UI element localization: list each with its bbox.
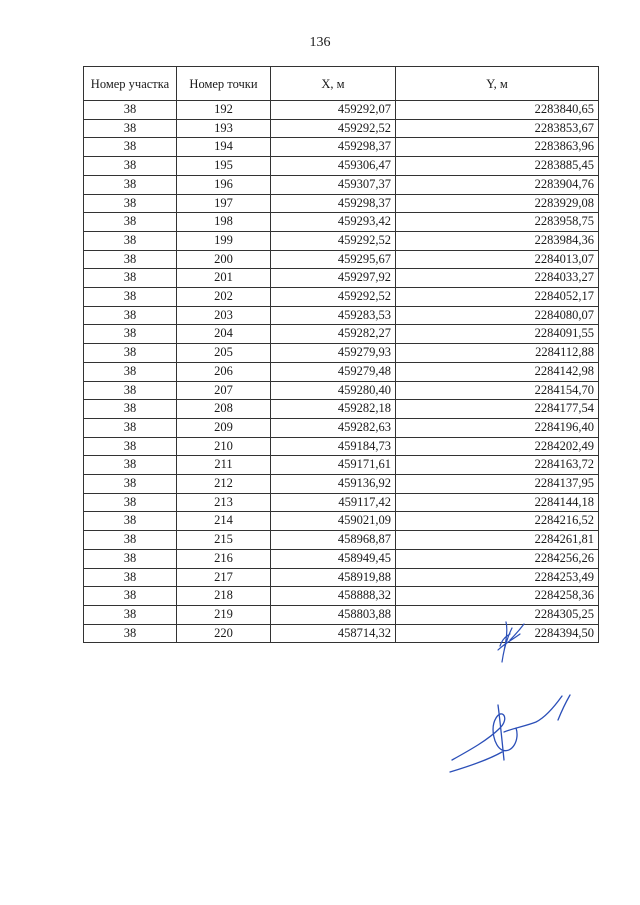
cell-y-coordinate: 2283929,08 <box>396 194 599 213</box>
cell-point-number: 217 <box>177 568 271 587</box>
cell-y-coordinate: 2284216,52 <box>396 512 599 531</box>
cell-point-number: 214 <box>177 512 271 531</box>
table-row <box>84 456 599 475</box>
cell-point-number: 219 <box>177 605 271 624</box>
table-row <box>84 175 599 194</box>
cell-point-number: 206 <box>177 362 271 381</box>
cell-y-coordinate: 2283904,76 <box>396 175 599 194</box>
cell-x-coordinate: 458803,88 <box>271 605 396 624</box>
cell-x-coordinate: 458968,87 <box>271 531 396 550</box>
cell-point-number: 199 <box>177 231 271 250</box>
cell-x-coordinate: 458919,88 <box>271 568 396 587</box>
cell-y-coordinate: 2284261,81 <box>396 531 599 550</box>
cell-x-coordinate: 459295,67 <box>271 250 396 269</box>
cell-plot-number: 38 <box>84 512 177 531</box>
signatures <box>440 600 580 780</box>
cell-y-coordinate: 2284196,40 <box>396 418 599 437</box>
cell-point-number: 216 <box>177 549 271 568</box>
cell-plot-number: 38 <box>84 194 177 213</box>
cell-x-coordinate: 459298,37 <box>271 194 396 213</box>
cell-x-coordinate: 459136,92 <box>271 475 396 494</box>
cell-x-coordinate: 459021,09 <box>271 512 396 531</box>
cell-plot-number: 38 <box>84 605 177 624</box>
cell-x-coordinate: 459117,42 <box>271 493 396 512</box>
cell-point-number: 205 <box>177 344 271 363</box>
cell-plot-number: 38 <box>84 101 177 120</box>
cell-point-number: 218 <box>177 587 271 606</box>
table-row <box>84 568 599 587</box>
cell-x-coordinate: 459283,53 <box>271 306 396 325</box>
cell-x-coordinate: 459292,52 <box>271 288 396 307</box>
cell-point-number: 194 <box>177 138 271 157</box>
cell-point-number: 209 <box>177 418 271 437</box>
cell-y-coordinate: 2284394,50 <box>396 624 599 643</box>
cell-x-coordinate: 459279,48 <box>271 362 396 381</box>
signature-mark-upper <box>498 622 524 662</box>
cell-point-number: 213 <box>177 493 271 512</box>
cell-x-coordinate: 459282,63 <box>271 418 396 437</box>
table-row <box>84 119 599 138</box>
cell-y-coordinate: 2284202,49 <box>396 437 599 456</box>
cell-point-number: 198 <box>177 213 271 232</box>
cell-plot-number: 38 <box>84 437 177 456</box>
cell-plot-number: 38 <box>84 418 177 437</box>
table-row <box>84 344 599 363</box>
cell-point-number: 211 <box>177 456 271 475</box>
coordinates-table <box>83 66 599 643</box>
cell-plot-number: 38 <box>84 269 177 288</box>
cell-point-number: 202 <box>177 288 271 307</box>
cell-y-coordinate: 2284142,98 <box>396 362 599 381</box>
table-row <box>84 512 599 531</box>
cell-y-coordinate: 2284163,72 <box>396 456 599 475</box>
signature-mark-lower <box>450 695 570 772</box>
table-row <box>84 437 599 456</box>
header-plot-number: Номер участка <box>84 67 177 101</box>
cell-x-coordinate: 458888,32 <box>271 587 396 606</box>
cell-plot-number: 38 <box>84 213 177 232</box>
cell-y-coordinate: 2284137,95 <box>396 475 599 494</box>
cell-y-coordinate: 2284112,88 <box>396 344 599 363</box>
cell-x-coordinate: 459297,92 <box>271 269 396 288</box>
table-row <box>84 549 599 568</box>
cell-y-coordinate: 2284258,36 <box>396 587 599 606</box>
cell-plot-number: 38 <box>84 400 177 419</box>
cell-point-number: 215 <box>177 531 271 550</box>
table-row <box>84 250 599 269</box>
cell-plot-number: 38 <box>84 493 177 512</box>
table-row <box>84 381 599 400</box>
cell-y-coordinate: 2284305,25 <box>396 605 599 624</box>
header-y-coordinate: Y, м <box>396 67 599 101</box>
header-point-number: Номер точки <box>177 67 271 101</box>
cell-plot-number: 38 <box>84 381 177 400</box>
cell-x-coordinate: 459292,52 <box>271 231 396 250</box>
table-header-row <box>84 67 599 101</box>
cell-point-number: 210 <box>177 437 271 456</box>
table-body <box>84 101 599 643</box>
cell-point-number: 201 <box>177 269 271 288</box>
table-row <box>84 306 599 325</box>
cell-x-coordinate: 459307,37 <box>271 175 396 194</box>
table-row <box>84 231 599 250</box>
cell-plot-number: 38 <box>84 531 177 550</box>
cell-point-number: 193 <box>177 119 271 138</box>
cell-y-coordinate: 2284013,07 <box>396 250 599 269</box>
cell-y-coordinate: 2283863,96 <box>396 138 599 157</box>
cell-y-coordinate: 2284080,07 <box>396 306 599 325</box>
table-row <box>84 362 599 381</box>
cell-x-coordinate: 459282,18 <box>271 400 396 419</box>
page-number: 136 <box>309 35 331 50</box>
cell-x-coordinate: 459298,37 <box>271 138 396 157</box>
cell-plot-number: 38 <box>84 362 177 381</box>
table-row <box>84 157 599 176</box>
cell-plot-number: 38 <box>84 624 177 643</box>
cell-x-coordinate: 459293,42 <box>271 213 396 232</box>
cell-plot-number: 38 <box>84 250 177 269</box>
cell-plot-number: 38 <box>84 568 177 587</box>
table-row <box>84 213 599 232</box>
cell-x-coordinate: 459306,47 <box>271 157 396 176</box>
cell-point-number: 192 <box>177 101 271 120</box>
header-x-coordinate: X, м <box>271 67 396 101</box>
cell-plot-number: 38 <box>84 231 177 250</box>
table-row <box>84 325 599 344</box>
cell-x-coordinate: 459171,61 <box>271 456 396 475</box>
cell-x-coordinate: 459280,40 <box>271 381 396 400</box>
cell-x-coordinate: 459282,27 <box>271 325 396 344</box>
cell-x-coordinate: 459279,93 <box>271 344 396 363</box>
cell-point-number: 212 <box>177 475 271 494</box>
cell-plot-number: 38 <box>84 175 177 194</box>
table-row <box>84 400 599 419</box>
cell-y-coordinate: 2283853,67 <box>396 119 599 138</box>
cell-point-number: 208 <box>177 400 271 419</box>
table-row <box>84 531 599 550</box>
cell-y-coordinate: 2284253,49 <box>396 568 599 587</box>
cell-y-coordinate: 2284177,54 <box>396 400 599 419</box>
cell-plot-number: 38 <box>84 157 177 176</box>
cell-y-coordinate: 2284154,70 <box>396 381 599 400</box>
cell-plot-number: 38 <box>84 456 177 475</box>
cell-x-coordinate: 458949,45 <box>271 549 396 568</box>
cell-y-coordinate: 2284256,26 <box>396 549 599 568</box>
cell-plot-number: 38 <box>84 288 177 307</box>
cell-point-number: 200 <box>177 250 271 269</box>
cell-y-coordinate: 2284052,17 <box>396 288 599 307</box>
cell-y-coordinate: 2283984,36 <box>396 231 599 250</box>
table-row <box>84 101 599 120</box>
cell-point-number: 203 <box>177 306 271 325</box>
cell-plot-number: 38 <box>84 119 177 138</box>
cell-y-coordinate: 2284144,18 <box>396 493 599 512</box>
table-row <box>84 418 599 437</box>
cell-plot-number: 38 <box>84 325 177 344</box>
cell-plot-number: 38 <box>84 475 177 494</box>
cell-x-coordinate: 459292,07 <box>271 101 396 120</box>
cell-point-number: 196 <box>177 175 271 194</box>
cell-x-coordinate: 459292,52 <box>271 119 396 138</box>
cell-point-number: 195 <box>177 157 271 176</box>
cell-point-number: 207 <box>177 381 271 400</box>
cell-plot-number: 38 <box>84 344 177 363</box>
cell-x-coordinate: 458714,32 <box>271 624 396 643</box>
cell-y-coordinate: 2284033,27 <box>396 269 599 288</box>
cell-plot-number: 38 <box>84 549 177 568</box>
cell-y-coordinate: 2283958,75 <box>396 213 599 232</box>
cell-point-number: 197 <box>177 194 271 213</box>
table-row <box>84 288 599 307</box>
cell-plot-number: 38 <box>84 587 177 606</box>
table-row <box>84 138 599 157</box>
table-row <box>84 269 599 288</box>
cell-y-coordinate: 2284091,55 <box>396 325 599 344</box>
cell-y-coordinate: 2283885,45 <box>396 157 599 176</box>
cell-x-coordinate: 459184,73 <box>271 437 396 456</box>
cell-point-number: 204 <box>177 325 271 344</box>
cell-plot-number: 38 <box>84 138 177 157</box>
cell-y-coordinate: 2283840,65 <box>396 101 599 120</box>
table-row <box>84 194 599 213</box>
cell-plot-number: 38 <box>84 306 177 325</box>
table-row <box>84 493 599 512</box>
table-row <box>84 475 599 494</box>
cell-point-number: 220 <box>177 624 271 643</box>
